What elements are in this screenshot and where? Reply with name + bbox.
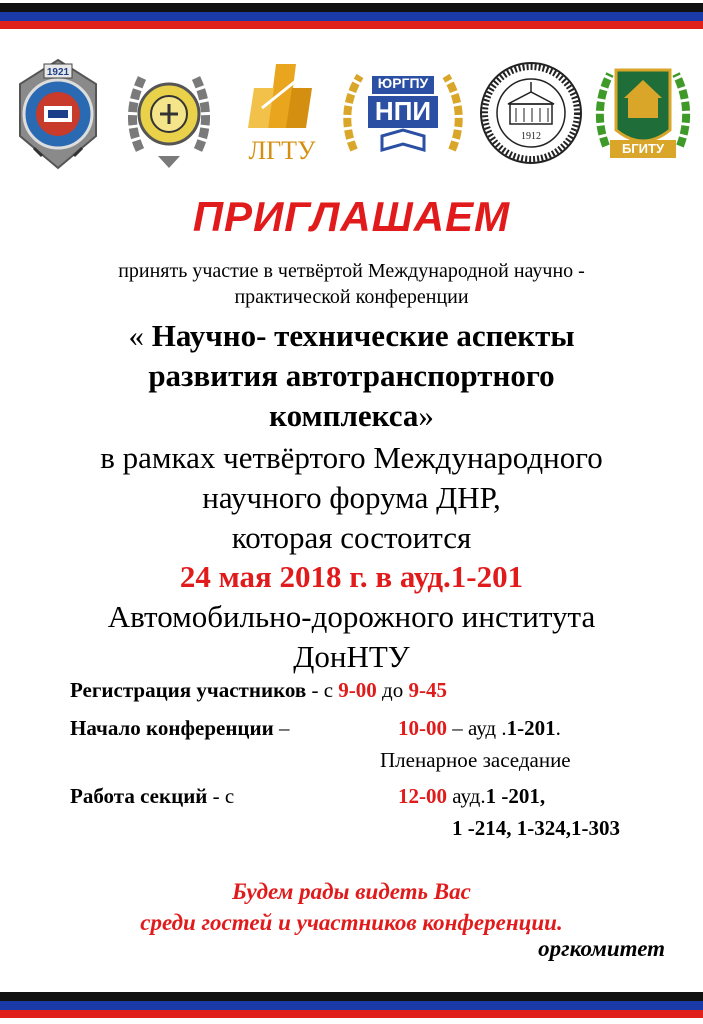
- flag-stripe-top: [0, 3, 703, 29]
- forum-line-1: в рамках четвёртого Международного: [100, 440, 603, 475]
- sections-room: 1 -201,: [485, 784, 546, 808]
- donntu-year: 1921: [46, 67, 70, 78]
- registration-to: 9-45: [408, 678, 447, 702]
- schedule-sections: [70, 784, 234, 809]
- closing-message: [0, 876, 703, 938]
- conference-title-line-1: [0, 316, 703, 356]
- intro-line-1: принять участие в четвёртой Международной научно -: [118, 260, 585, 282]
- conference-title-text-1: Научно- технические аспекты: [151, 318, 575, 353]
- start-room-suffix: .: [555, 716, 561, 740]
- registration-label: Регистрация участников: [70, 678, 307, 702]
- forum-text: [0, 438, 703, 558]
- sections-rooms-line-2: 1 -214, 1-324,1-303: [452, 816, 620, 840]
- conference-title-text-2: развития автотранспортного: [148, 358, 555, 393]
- sections-label: Работа секций: [70, 784, 208, 808]
- institute-line-1: Автомобильно-дорожного института: [107, 599, 596, 634]
- lgtu-logo: [232, 58, 332, 175]
- flag-stripe-bottom: [0, 992, 703, 1018]
- registration-to-word: до: [376, 678, 409, 702]
- conference-title-text-3: комплекса: [269, 398, 419, 433]
- start-time: 10-00: [398, 716, 447, 740]
- yurgpu-label: ЮРГПУ: [377, 75, 429, 91]
- close-quote: »: [418, 398, 434, 433]
- start-label: Начало конференции: [70, 716, 274, 740]
- logos-row: [0, 58, 703, 176]
- lgtu-label: ЛГТУ: [248, 136, 316, 165]
- schedule-sections-time: [398, 784, 545, 809]
- institute-line-2: ДонНТУ: [293, 639, 410, 674]
- closing-line-2: среди гостей и участников конференции.: [140, 910, 563, 935]
- conference-title: [0, 316, 703, 436]
- registration-from: 9-00: [338, 678, 377, 702]
- event-date-place: 24 мая 2018 г. в ауд.1-201: [179, 559, 524, 594]
- sections-room-prefix: ауд.: [447, 784, 486, 808]
- adi-laurel-emblem-logo: [120, 60, 218, 177]
- conference-title-line-2: [0, 356, 703, 396]
- invitation-headline: ПРИГЛАШАЕМ: [192, 193, 511, 240]
- sections-sep: - с: [207, 784, 235, 808]
- conference-title-line-3: [0, 396, 703, 436]
- sections-time: 12-00: [398, 784, 447, 808]
- donntu-emblem-logo: [8, 58, 108, 175]
- start-room-prefix: – ауд .: [447, 716, 507, 740]
- institute-name: [0, 597, 703, 677]
- yurgpu-npi-logo: [342, 66, 464, 171]
- forum-line-2: научного форума ДНР,: [202, 480, 501, 515]
- schedule-registration: [70, 678, 447, 703]
- schedule-start-time: [398, 716, 561, 741]
- bgitu-label: БГИТУ: [621, 141, 665, 156]
- organizer-signature: оргкомитет: [538, 936, 665, 961]
- start-sep: –: [273, 716, 290, 740]
- closing-line-1: Будем рады видеть Вас: [232, 879, 471, 904]
- forum-line-3: которая состоится: [231, 520, 472, 555]
- start-room: 1-201: [506, 716, 556, 740]
- registration-sep: - с: [306, 678, 339, 702]
- schedule-plenary: Пленарное заседание: [380, 748, 571, 772]
- bgitu-emblem-logo: [594, 60, 692, 175]
- open-quote: «: [128, 318, 152, 353]
- intro-line-2: практической конференции: [234, 286, 469, 308]
- intro-text: [0, 258, 703, 310]
- agrarian-university-seal-logo: [478, 60, 584, 171]
- schedule-start: [70, 716, 289, 741]
- seal-year: 1912: [521, 131, 541, 142]
- npi-label: НПИ: [374, 96, 432, 126]
